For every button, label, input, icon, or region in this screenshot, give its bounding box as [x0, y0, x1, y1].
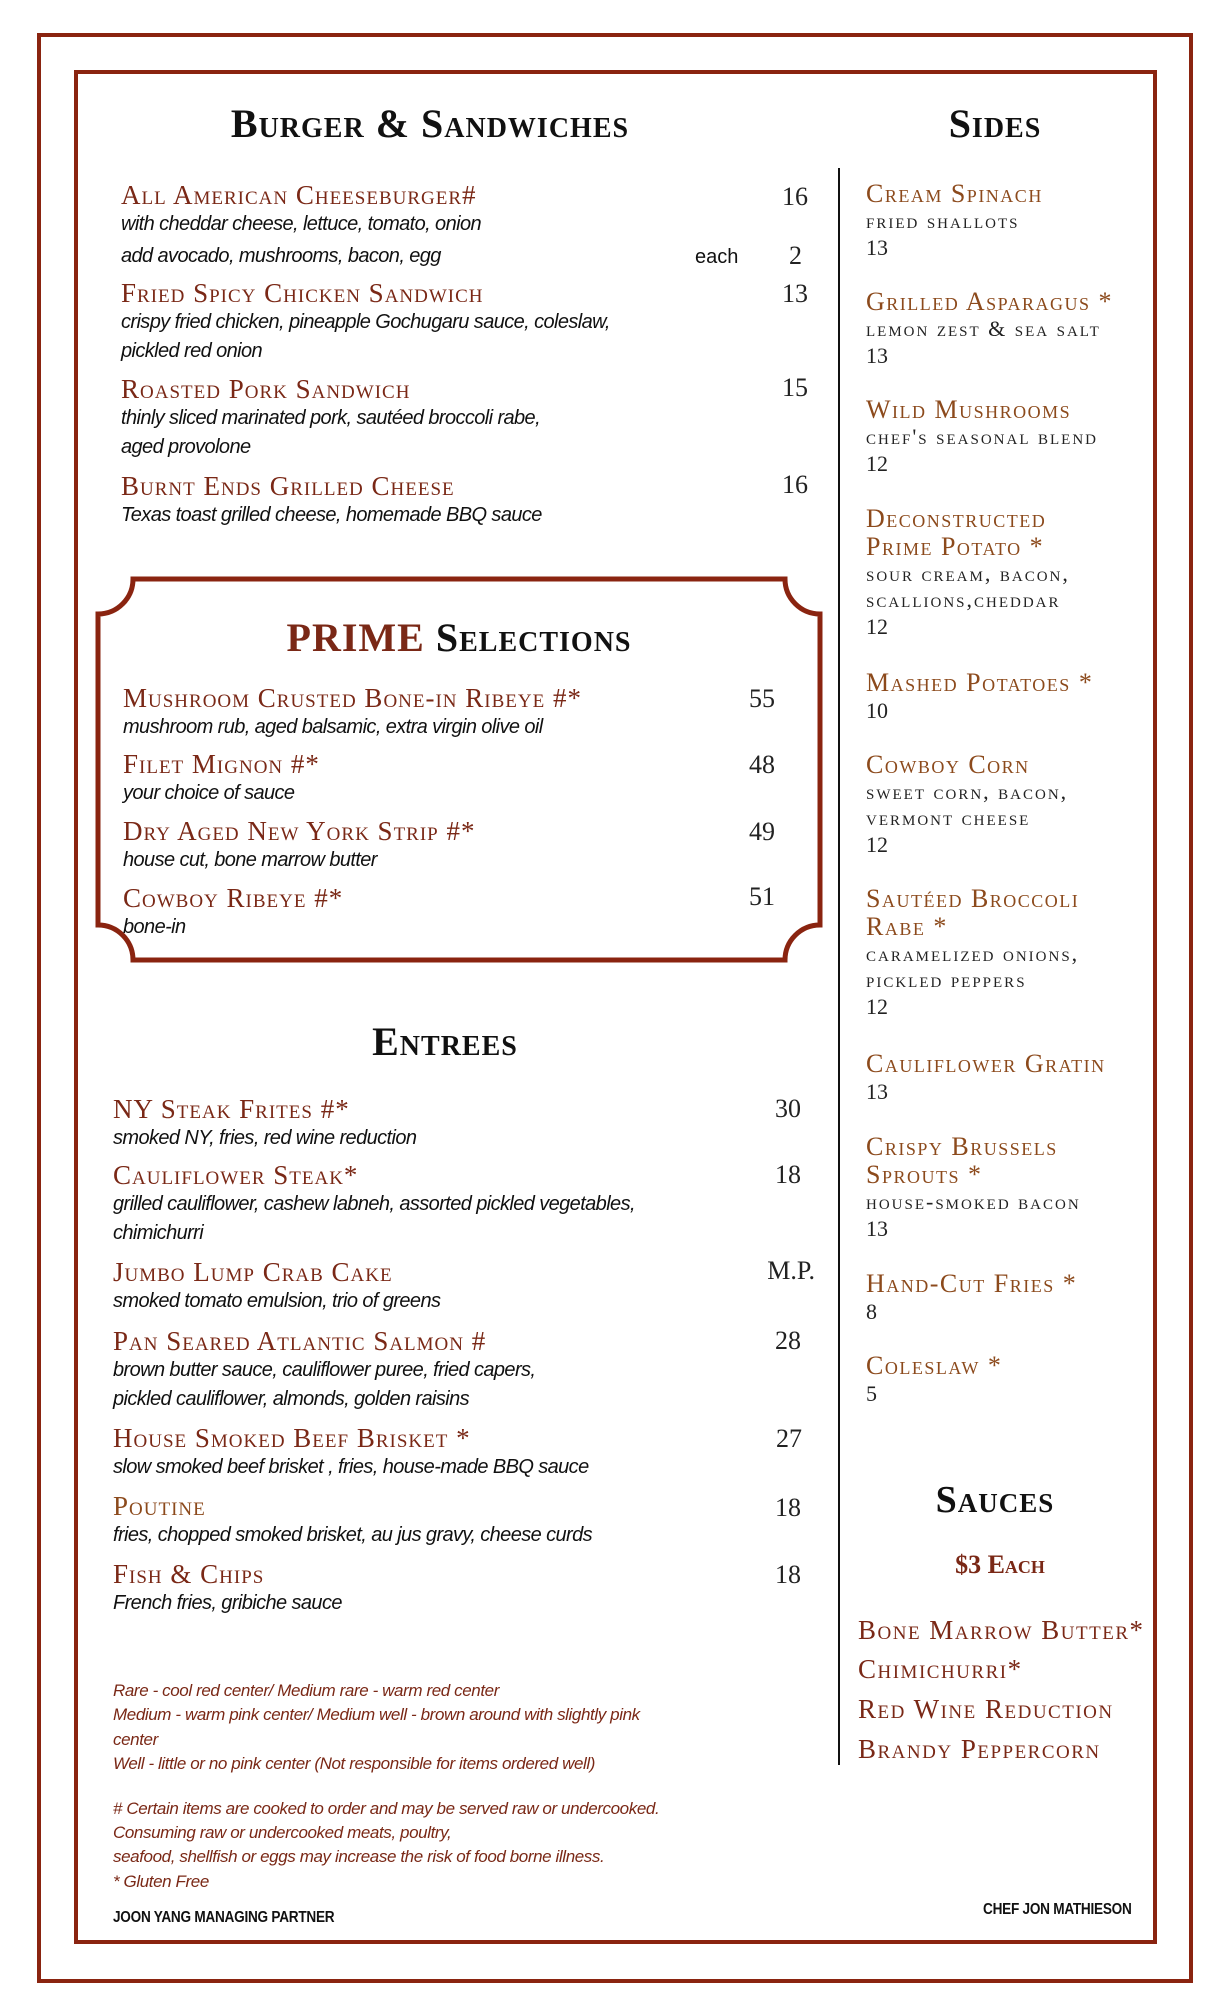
side-price: 13	[866, 235, 888, 260]
side-name: Cauliflower Gratin	[866, 1049, 1106, 1078]
burgers-heading: Burger & Sandwiches	[230, 101, 630, 146]
menu-item	[123, 683, 582, 742]
menu-item	[113, 1559, 342, 1618]
sauce-item: Brandy Peppercorn	[858, 1734, 1101, 1764]
item-desc: fries, chopped smoked brisket, au jus gravy, cheese curds	[113, 1524, 593, 1546]
side-name: Mashed Potatoes *	[866, 668, 1094, 697]
item-desc: brown butter sauce, cauliflower puree, fried capers,	[113, 1359, 536, 1381]
sauces-price: $3 Each	[955, 1550, 1045, 1579]
menu-item	[113, 1491, 592, 1550]
item-desc: crispy fried chicken, pineapple Gochugaru sauce, coleslaw,	[121, 311, 610, 333]
item-name: Cauliflower Steak*	[113, 1160, 359, 1190]
item-desc: your choice of sauce	[123, 782, 295, 804]
side-name: Prime Potato *	[866, 532, 1045, 561]
item-name: All American Cheeseburger#	[121, 180, 477, 210]
sides-heading: Sides	[948, 101, 1042, 146]
column-divider	[838, 168, 840, 1765]
gluten-free-note: * Gluten Free	[113, 1872, 209, 1891]
item-price: 51	[749, 882, 775, 911]
item-price: 30	[775, 1094, 801, 1123]
menu-item	[121, 180, 481, 239]
item-price: 16	[782, 182, 808, 211]
side-item	[866, 1133, 1081, 1243]
side-item	[866, 1270, 1077, 1326]
side-name: Cowboy Corn	[866, 750, 1030, 779]
item-desc: grilled cauliflower, cashew labneh, assorted pickled vegetables,	[113, 1193, 635, 1215]
side-name: Coleslaw *	[866, 1351, 1003, 1380]
menu-item	[121, 471, 542, 530]
prime-heading-rest: Selections	[435, 615, 632, 660]
menu-item	[123, 749, 320, 808]
sauces-heading: Sauces	[935, 1479, 1055, 1521]
item-desc: bone-in	[123, 916, 186, 938]
side-price: 8	[866, 1299, 877, 1324]
item-desc: with cheddar cheese, lettuce, tomato, onion	[121, 213, 481, 235]
item-name: Dry Aged New York Strip #*	[123, 816, 476, 846]
side-price: 13	[866, 1079, 888, 1104]
managing-partner-signature: JOON YANG MANAGING PARTNER	[113, 1909, 335, 1926]
item-price: 49	[749, 817, 775, 846]
item-desc: chimichurri	[113, 1222, 204, 1244]
side-name: Cream Spinach	[866, 179, 1043, 208]
side-item	[866, 1050, 1106, 1106]
side-item	[866, 396, 1098, 478]
side-desc: vermont cheese	[866, 805, 1031, 830]
chef-signature: CHEF JON MATHIESON	[983, 1901, 1132, 1918]
menu-item	[113, 1423, 589, 1482]
side-desc: lemon zest & sea salt	[866, 316, 1101, 341]
menu-item	[123, 883, 343, 942]
side-desc: fried shallots	[866, 208, 1020, 233]
side-desc: scallions,cheddar	[866, 587, 1061, 612]
item-price: 18	[775, 1560, 801, 1589]
side-price: 12	[866, 832, 888, 857]
prime-heading	[95, 614, 823, 661]
side-item	[866, 751, 1068, 859]
addon-text: add avocado, mushrooms, bacon, egg	[121, 245, 441, 267]
side-desc: chef's seasonal blend	[866, 424, 1098, 449]
item-price: 16	[782, 470, 808, 499]
side-item	[866, 180, 1043, 262]
side-price: 12	[866, 994, 888, 1019]
item-desc: aged provolone	[121, 436, 251, 458]
side-price: 10	[866, 698, 888, 723]
item-desc: house cut, bone marrow butter	[123, 849, 377, 871]
side-name: Rabe *	[866, 912, 948, 941]
item-desc: pickled red onion	[121, 340, 263, 362]
side-name: Grilled Asparagus *	[866, 287, 1113, 316]
note-line: Consuming raw or undercooked meats, poultry,	[113, 1823, 452, 1842]
item-desc: French fries, gribiche sauce	[113, 1592, 342, 1614]
sauce-item: Red Wine Reduction	[858, 1694, 1114, 1724]
sauce-item: Bone Marrow Butter*	[858, 1615, 1145, 1645]
side-item	[866, 505, 1070, 641]
item-name: Cowboy Ribeye #*	[123, 883, 344, 913]
item-price: 18	[775, 1493, 801, 1522]
note-line: # Certain items are cooked to order and may be served raw or undercooked.	[113, 1799, 660, 1818]
item-name: Jumbo Lump Crab Cake	[113, 1257, 393, 1287]
side-name: Hand-Cut Fries *	[866, 1269, 1078, 1298]
item-price: 18	[775, 1160, 801, 1189]
side-name: Crispy Brussels	[866, 1132, 1058, 1161]
item-name: Filet Mignon #*	[123, 749, 320, 779]
side-item	[866, 885, 1079, 1021]
side-item	[866, 1352, 1002, 1408]
item-price: 13	[782, 279, 808, 308]
item-name: House Smoked Beef Brisket *	[113, 1423, 471, 1453]
side-desc: caramelized onions,	[866, 941, 1080, 966]
menu-item	[121, 278, 610, 366]
side-desc: sour cream, bacon,	[866, 561, 1070, 586]
side-desc: house-smoked bacon	[866, 1189, 1081, 1214]
sauce-item: Chimichurri*	[858, 1654, 1023, 1684]
item-price: 15	[782, 373, 808, 402]
item-name: Roasted Pork Sandwich	[121, 374, 411, 404]
item-name: Fish & Chips	[113, 1559, 265, 1589]
menu-item	[113, 1326, 535, 1414]
item-name: Poutine	[113, 1491, 206, 1521]
side-desc: sweet corn, bacon,	[866, 779, 1069, 804]
item-desc: mushroom rub, aged balsamic, extra virgin olive oil	[123, 716, 543, 738]
item-price: M.P.	[767, 1256, 815, 1285]
side-name: Sprouts *	[866, 1160, 983, 1189]
note-line: Rare - cool red center/ Medium rare - warm red center	[113, 1681, 499, 1700]
menu-item	[113, 1160, 635, 1248]
item-price: 27	[776, 1424, 802, 1453]
item-desc: Texas toast grilled cheese, homemade BBQ sauce	[121, 504, 542, 526]
side-price: 12	[866, 614, 888, 639]
item-name: Fried Spicy Chicken Sandwich	[121, 278, 484, 308]
note-line: seafood, shellfish or eggs may increase the risk of food borne illness.	[113, 1847, 605, 1866]
side-item	[866, 669, 1093, 725]
note-line: center	[113, 1730, 158, 1749]
side-name: Deconstructed	[866, 504, 1047, 533]
side-price: 5	[866, 1381, 877, 1406]
item-desc: smoked NY, fries, red wine reduction	[113, 1127, 417, 1149]
item-name: Burnt Ends Grilled Cheese	[121, 471, 455, 501]
addon-each-label: each	[695, 246, 739, 268]
side-desc: pickled peppers	[866, 967, 1027, 992]
addon-price: 2	[789, 241, 802, 270]
item-desc: thinly sliced marinated pork, sautéed broccoli rabe,	[121, 407, 541, 429]
side-price: 13	[866, 343, 888, 368]
side-name: Wild Mushrooms	[866, 395, 1072, 424]
note-line: Well - little or no pink center (Not responsible for items ordered well)	[113, 1754, 596, 1773]
entrees-heading: Entrees	[372, 1019, 518, 1064]
prime-selections-box	[95, 576, 823, 963]
prime-heading-accent: PRIME	[286, 615, 425, 660]
menu-item	[113, 1094, 416, 1153]
item-desc: pickled cauliflower, almonds, golden raisins	[113, 1388, 470, 1410]
item-desc: smoked tomato emulsion, trio of greens	[113, 1290, 441, 1312]
side-price: 12	[866, 451, 888, 476]
menu-item	[123, 816, 476, 875]
item-price: 55	[749, 684, 775, 713]
menu-item	[113, 1257, 440, 1316]
item-desc: slow smoked beef brisket , fries, house-made BBQ sauce	[113, 1456, 589, 1478]
menu-item	[121, 374, 540, 462]
side-name: Sautéed Broccoli	[866, 884, 1080, 913]
item-price: 28	[775, 1326, 801, 1355]
item-name: Pan Seared Atlantic Salmon #	[113, 1326, 487, 1356]
item-price: 48	[749, 750, 775, 779]
side-price: 13	[866, 1216, 888, 1241]
note-line: Medium - warm pink center/ Medium well - brown around with slightly pink	[113, 1705, 640, 1724]
item-name: Mushroom Crusted Bone-in Ribeye #*	[123, 683, 582, 713]
side-item	[866, 288, 1113, 370]
item-name: NY Steak Frites #*	[113, 1094, 350, 1124]
